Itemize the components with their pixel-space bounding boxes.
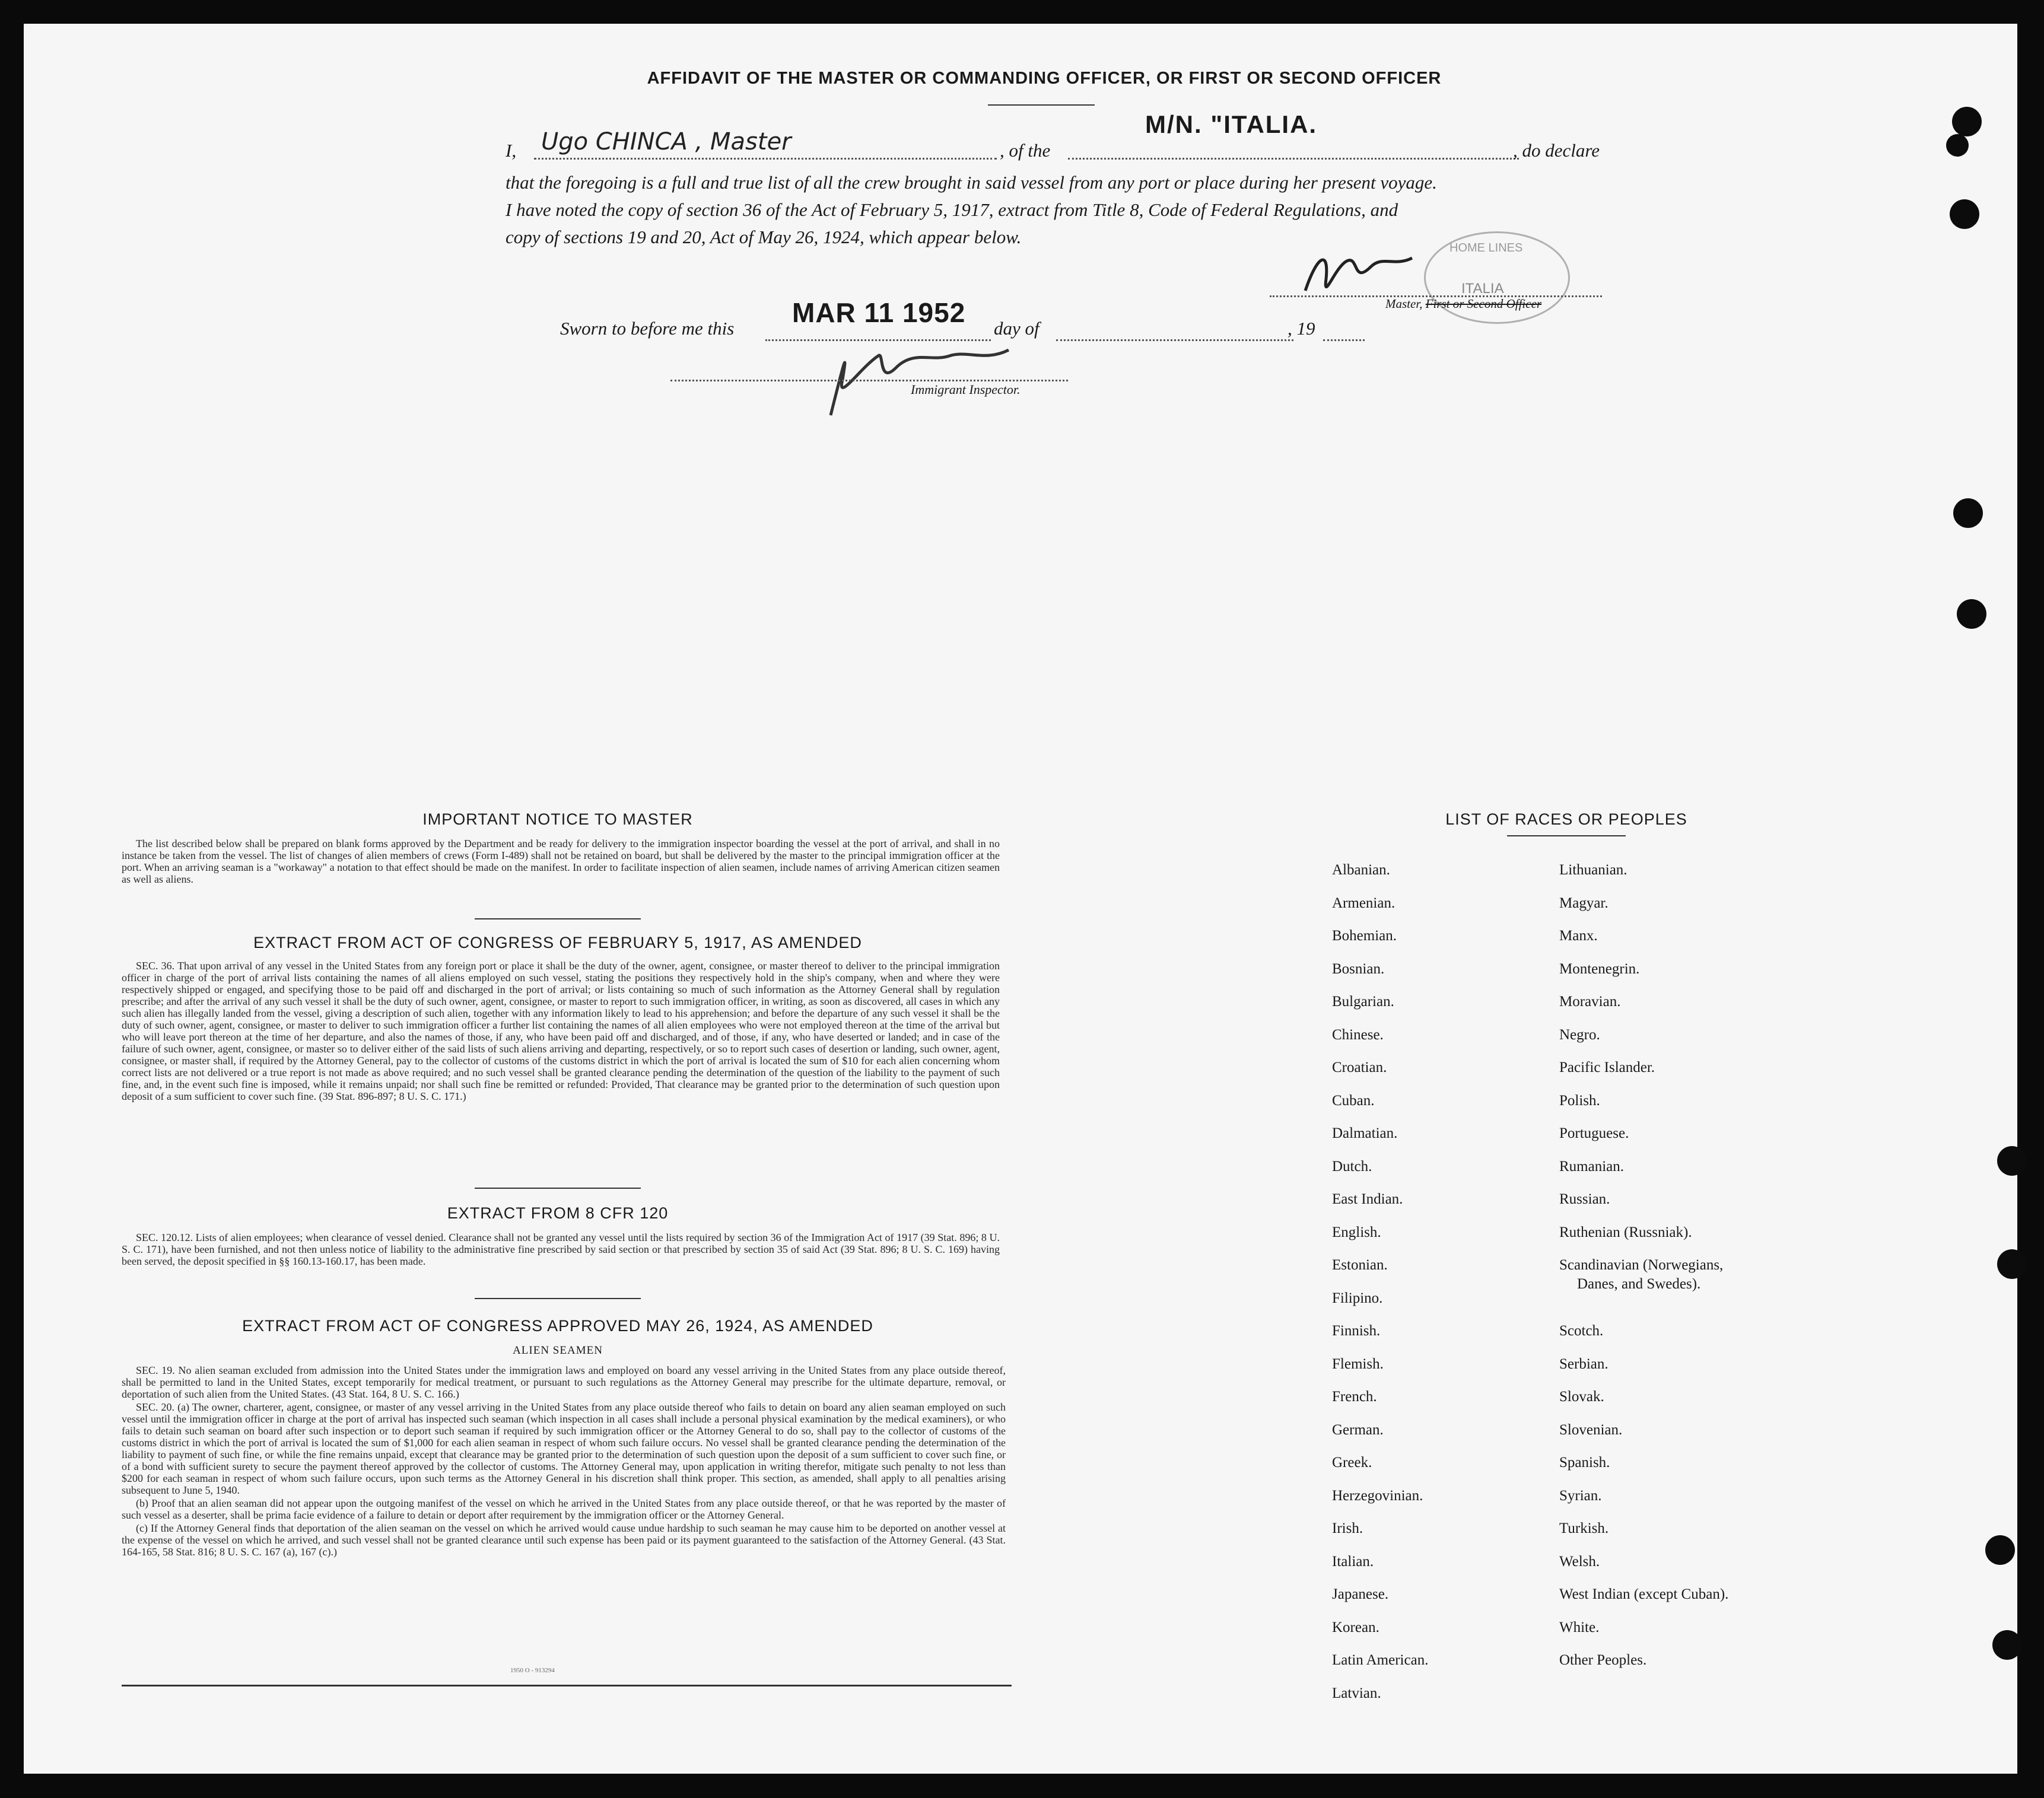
race-item: English.	[1332, 1224, 1381, 1240]
year-dotline	[1323, 339, 1365, 341]
bottom-rule	[122, 1685, 1012, 1686]
race-item: Albanian.	[1332, 862, 1390, 878]
race-item: Chinese.	[1332, 1026, 1384, 1043]
extract-cfr-rule	[475, 1298, 641, 1299]
race-item: Finnish.	[1332, 1323, 1381, 1339]
race-item: East Indian.	[1332, 1191, 1403, 1207]
extract-1924-paragraph: (b) Proof that an alien seaman did not appear upon the outgoing manifest of the vessel on which he arrived in the United States from any place outside thereof, or that he was reported by the master of such vessel as a deserter, shall be prima facie evidence of a failure to detain or deport after requirement by the immigration officer or the Attorney General.	[122, 1497, 1006, 1521]
race-item: White.	[1559, 1619, 1600, 1635]
race-item: Dutch.	[1332, 1158, 1372, 1175]
race-item-continued: Danes, and Swedes).	[1577, 1276, 1701, 1292]
race-item: Russian.	[1559, 1191, 1610, 1207]
struck-officer-label: First or Second Officer	[1425, 297, 1542, 311]
master-label-text: Master,	[1385, 297, 1423, 311]
of-the-text: , of the	[1000, 140, 1051, 161]
race-item: Filipino.	[1332, 1290, 1383, 1306]
extract-1917-rule	[475, 1188, 641, 1189]
extract-1924-paragraph: (c) If the Attorney General finds that deportation of the alien seaman on the vessel on which he arrived would cause undue hardship to such seaman he may cause him to be deported on another vessel at the expense of the vessel on which he arrived, and such vessel shall not be granted clearance until such expense has been paid or its payment guaranteed to the satisfaction of the Attorney General. (43 Stat. 164-165, 58 Stat. 816; 8 U. S. C. 167 (a), 167 (c).)	[122, 1522, 1006, 1558]
race-item: Dalmatian.	[1332, 1125, 1398, 1141]
binder-hole	[1952, 107, 1982, 136]
race-item: Magyar.	[1559, 895, 1609, 911]
race-item: Manx.	[1559, 928, 1598, 944]
races-column-2	[1559, 861, 1728, 1685]
binder-hole	[1953, 498, 1983, 528]
race-item: German.	[1332, 1421, 1384, 1438]
race-item: Scandinavian (Norwegians,	[1559, 1257, 1724, 1273]
race-item: Rumanian.	[1559, 1158, 1625, 1175]
extract-1917-paragraph: SEC. 36. That upon arrival of any vessel in the United States from any foreign port or place it shall be the duty of the owner, agent, consignee, or master thereof to deliver to the principal immigration officer in charge of the port of arrival lists containing the names of all aliens employed on such vessel, stating the positions they respectively hold in the ship's company, when and where they were respectively shipped or engaged, and specifying those to be paid off and discharged in the port of arrival; or lists containing so much of such information as the Attorney General shall by regulation prescribe; and after the arrival of any such vessel it shall be the duty of such owner, agent, consignee, or master to report to such immigration officer, in writing, as soon as discovered, all cases in which any such alien has illegally landed from the vessel, giving a description of such alien, together with any information likely to lead to his apprehension; and before the departure of any such vessel it shall be the duty of such owner, agent, consignee, or master to deliver to such immigration officer a further list containing the names of all alien employees who were not employed thereon at the time of the arrival but who will leave port thereon at the time of her departure, and also the names of those, if any, who have been paid off and discharged, and of those, if any, who have deserted or landed; and in case of the failure of such owner, agent, consignee, or master so to deliver either of the said lists of such aliens arriving and departing, respectively, or so to report such cases of desertion or landing, such owner, agent, consignee, or master shall, if required by the Attorney General, pay to the collector of customs of the customs district in which the port of arrival is located the sum of $10 for each alien concerning whom correct lists are not delivered or a true report is not made as above required; and no such vessel shall be granted clearance pending the determination of the question of the liability to the payment of such fine, and, in the event such fine is imposed, while it remains unpaid; nor shall such fine be remitted or refunded: Provided, That clearance may be granted prior to the determination of such question upon deposit of a sum sufficient to cover such fine. (39 Stat. 896-897; 8 U. S. C. 171.)	[122, 960, 1000, 1102]
race-item: Latin American.	[1332, 1652, 1429, 1668]
notice-rule	[475, 918, 641, 919]
binder-hole	[1950, 199, 1979, 229]
inspector-label: Immigrant Inspector.	[911, 382, 1021, 397]
master-name: Ugo CHINCA , Master	[541, 128, 791, 155]
binder-hole	[1957, 599, 1986, 629]
race-item: Slovak.	[1559, 1389, 1604, 1405]
race-item: Other Peoples.	[1559, 1652, 1647, 1668]
race-item: Bulgarian.	[1332, 994, 1394, 1010]
race-item: Latvian.	[1332, 1685, 1381, 1701]
day-of-text: day of	[994, 318, 1040, 339]
extract-1917-body	[122, 960, 1000, 1103]
stamp-text: ITALIA	[1461, 281, 1504, 297]
binder-hole	[1946, 134, 1969, 157]
year-prefix: , 19	[1288, 318, 1315, 339]
notice-body	[122, 838, 1000, 886]
race-item: Turkish.	[1559, 1520, 1609, 1536]
affidavit-i: I,	[506, 140, 517, 161]
race-item: Greek.	[1332, 1455, 1372, 1471]
extract-1924-subtitle: ALIEN SEAMEN	[513, 1344, 603, 1357]
binder-hole	[1992, 1630, 2022, 1660]
race-item: West Indian (except Cuban).	[1559, 1586, 1729, 1602]
race-item: Bohemian.	[1332, 928, 1397, 944]
race-item: Irish.	[1332, 1520, 1363, 1536]
master-label	[1385, 297, 1541, 311]
printer-mark: 1950 O - 913294	[510, 1667, 555, 1674]
race-item: Bosnian.	[1332, 960, 1385, 977]
vessel-dotline	[1068, 158, 1519, 160]
extract-cfr-body	[122, 1231, 1000, 1268]
race-item: Portuguese.	[1559, 1125, 1629, 1141]
race-item: Cuban.	[1332, 1092, 1375, 1109]
race-item: Moravian.	[1559, 994, 1621, 1010]
race-item: Pacific Islander.	[1559, 1059, 1655, 1075]
race-item: Lithuanian.	[1559, 862, 1627, 878]
extract-cfr-title: EXTRACT FROM 8 CFR 120	[447, 1204, 669, 1222]
race-item: Ruthenian (Russniak).	[1559, 1224, 1692, 1240]
inspector-signature	[795, 332, 1021, 421]
extract-1917-title: EXTRACT FROM ACT OF CONGRESS OF FEBRUARY 5, 1917, AS AMENDED	[253, 934, 862, 951]
extract-1924-title: EXTRACT FROM ACT OF CONGRESS APPROVED MAY 26, 1924, AS AMENDED	[242, 1317, 873, 1335]
race-item: Serbian.	[1559, 1355, 1609, 1372]
races-rule	[1507, 835, 1626, 836]
race-item: Polish.	[1559, 1092, 1600, 1109]
sworn-text: Sworn to before me this	[560, 318, 735, 339]
month-dotline	[1056, 339, 1293, 341]
race-item: Korean.	[1332, 1619, 1379, 1635]
inspector-dotline	[670, 380, 1068, 381]
binder-hole	[1997, 1146, 2027, 1176]
race-item: Scotch.	[1559, 1323, 1604, 1339]
stamp-ring-text: HOME LINES	[1449, 241, 1523, 254]
race-item: Spanish.	[1559, 1455, 1610, 1471]
date-stamp: MAR 11 1952	[792, 297, 966, 328]
do-declare-text: , do declare	[1513, 140, 1600, 161]
race-item: Estonian.	[1332, 1257, 1388, 1273]
race-item: Croatian.	[1332, 1059, 1387, 1075]
races-title: LIST OF RACES OR PEOPLES	[1445, 810, 1687, 828]
notice-title: IMPORTANT NOTICE TO MASTER	[422, 810, 693, 828]
affidavit-line-3: I have noted the copy of section 36 of the Act of February 5, 1917, extract from Title 8, Code of Federal Regulations, and	[506, 199, 1398, 220]
race-item: Montenegrin.	[1559, 960, 1640, 977]
race-item: Negro.	[1559, 1026, 1600, 1043]
affidavit-title: AFFIDAVIT OF THE MASTER OR COMMANDING OFFICER, OR FIRST OR SECOND OFFICER	[647, 69, 1442, 88]
race-item: Italian.	[1332, 1553, 1374, 1570]
race-item: Slovenian.	[1559, 1421, 1623, 1438]
extract-1924-body	[122, 1364, 1006, 1559]
title-rule	[988, 104, 1095, 106]
race-item: Japanese.	[1332, 1586, 1389, 1602]
affidavit-line-2: that the foregoing is a full and true list of all the crew brought in said vessel from any port or place during her present voyage.	[506, 172, 1437, 193]
name-dotline	[534, 158, 997, 160]
notice-paragraph: The list described below shall be prepared on blank forms approved by the Department and be ready for delivery to the immigration inspector boarding the vessel at the port of arrival, and shall in no instance be taken from the vessel. The list of changes of alien members of crews (Form I-489) shall not be retained on board, but shall be delivered by the master to the principal immigration officer at the port. When an arriving seaman is a "workaway" a notation to that effect should be made on the manifest. In order to facilitate inspection of alien seamen, include names of arriving American citizen seamen as well as aliens.	[122, 838, 1000, 885]
race-item: Flemish.	[1332, 1355, 1384, 1372]
vessel-name: M/N. "ITALIA.	[1145, 110, 1318, 138]
race-item: Syrian.	[1559, 1487, 1602, 1504]
extract-1924-paragraph: SEC. 20. (a) The owner, charterer, agent, consignee, or master of any vessel arriving in the United States from any place outside thereof who fails to detain on board any alien seaman employed on such vessel until the immigration officer in charge at the port of arrival has inspected such seaman (which inspection in all cases shall include a personal physical examination by the medical examiners), or who fails to detain such seaman on board after such inspection or to deport such seaman if required by such immigration officer or the Attorney General to do so, shall pay to the collector of customs of the customs district in which the port of arrival is located the sum of $1,000 for each alien seaman in respect of whom such failure occurs. No vessel shall be granted clearance pending the determination of the liability to payment of such fine, or while the fine remains unpaid, except that clearance may be granted prior to the determination of such question upon the deposit of a sum sufficient to cover such fine, or of a bond with sufficient surety to secure the payment thereof approved by the collector of customs. The Attorney General may, upon application in writing therefor, mitigate such penalty to not less than $200 for each seaman in respect of whom such failure occurs, upon such terms as the Attorney General in his discretion shall think proper. This section, as amended, shall apply to all penalties arising subsequent to June 5, 1940.	[122, 1401, 1006, 1496]
race-item: Armenian.	[1332, 895, 1395, 911]
binder-hole	[1997, 1249, 2027, 1279]
races-column-1	[1332, 861, 1428, 1717]
extract-1924-paragraph: SEC. 19. No alien seaman excluded from admission into the United States under the immigration laws and employed on board any vessel arriving in the United States from any place outside thereof, shall be permitted to land in the United States, except temporarily for medical treatment, or pursuant to such regulations as the Attorney General may prescribe for the ultimate departure, removal, or deportation of such alien from the United States. (43 Stat. 164, 8 U. S. C. 166.)	[122, 1364, 1006, 1400]
binder-hole	[1985, 1535, 2015, 1565]
race-item: Herzegovinian.	[1332, 1487, 1423, 1504]
extract-cfr-paragraph: SEC. 120.12. Lists of alien employees; when clearance of vessel denied. Clearance shall not be granted any vessel until the lists required by section 36 of the Immigration Act of 1917 (39 Stat. 896; 8 U. S. C. 171), have been furnished, and not then unless notice of liability to the administrative fine prescribed by said section or that prescribed by section 35 of said Act (39 Stat. 896; 8 U. S. C. 169) having been served, the deposit specified in §§ 160.13-160.17, has been made.	[122, 1231, 1000, 1267]
affidavit-line-4: copy of sections 19 and 20, Act of May 26, 1924, which appear below.	[506, 227, 1022, 247]
race-item: Welsh.	[1559, 1553, 1600, 1570]
race-item: French.	[1332, 1389, 1377, 1405]
document-page	[24, 24, 2017, 1774]
